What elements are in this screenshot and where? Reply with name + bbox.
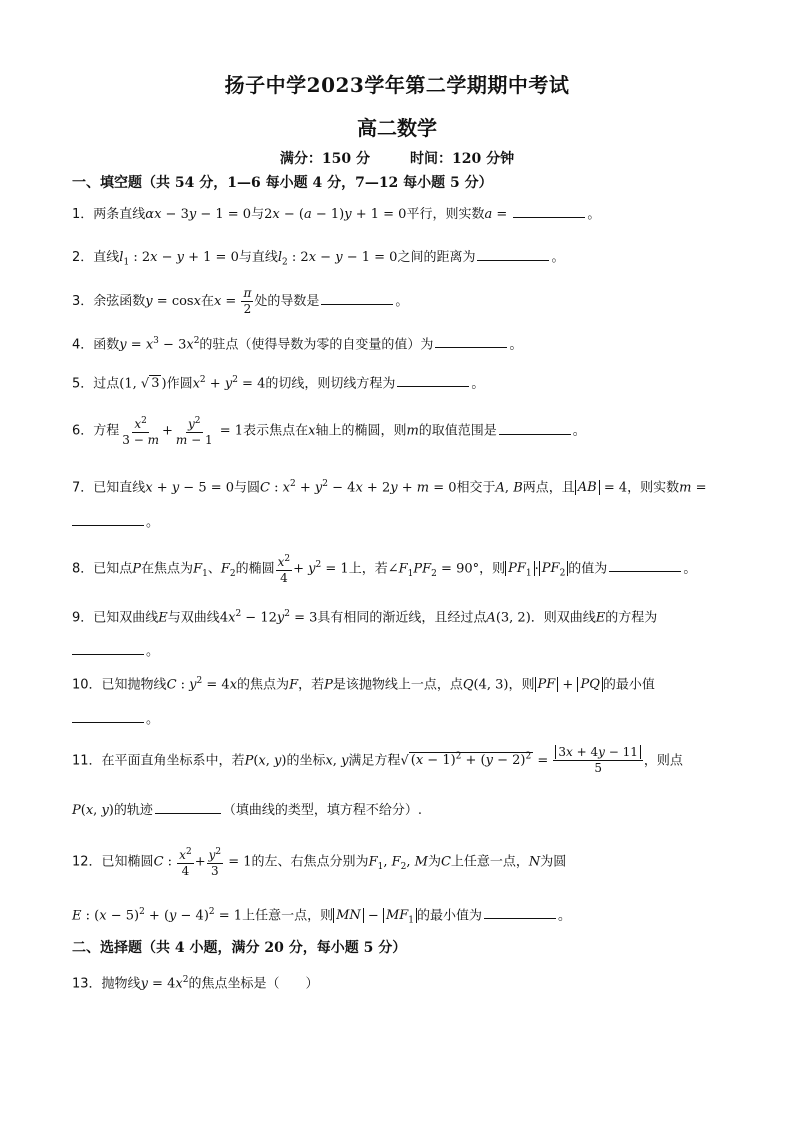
question-9: 9．已知双曲线E与双曲线$4x^2 - 12y^2 = 3$具有相同的渐近线，且经过点A(3, 2)．则双曲线E的方程为 (72, 609, 658, 626)
answer-blank[interactable] (155, 799, 221, 814)
answer-blank[interactable] (72, 511, 144, 526)
question-9-answer-line: 。 (72, 640, 159, 662)
answer-blank[interactable] (72, 708, 144, 723)
question-12: 12．已知椭圆C : $\frac{x^2}{4}$ + $\frac{y^2}{3}$ = 1的左、右焦点分别为$F_1$, $F_2$, M为C上任意一点，N为圆 (72, 847, 567, 878)
answer-blank[interactable] (435, 333, 507, 348)
answer-blank[interactable] (513, 203, 585, 218)
fraction: $\frac{x^2}{3 - m}$ (122, 416, 160, 447)
fraction: $\frac{\pi}{2}$ (243, 286, 252, 316)
fraction: $\frac{3x + 4y - 11}{5}$ (553, 745, 642, 776)
question-10: 10．已知抛物线C : $y^2 = 4x$的焦点为F，若P是该抛物线上一点，点Q(4, 3)，则 PF + PQ 的最小值 (72, 676, 655, 693)
answer-blank[interactable] (499, 420, 571, 435)
exam-title: 扬子中学2023学年第二学期期中考试 (224, 73, 570, 97)
subject-title: 高二数学 (357, 116, 437, 140)
question-7: 7．已知直线x + y − 5 = 0与圆C : $x^2 + y^2 - 4x + 2y + m = 0$相交于A, B两点，且 AB = 4，则实数m = (72, 479, 707, 496)
section-fill-in: 一、填空题（共 54 分，1—6 每小题 4 分，7—12 每小题 5 分） (72, 175, 493, 191)
question-1: 1．两条直线αx − 3y − 1 = 0与2x − (a − 1)y + 1 = 0平行，则实数a = 。 (72, 203, 600, 225)
section-multiple-choice: 二、选择题（共 4 小题，满分 20 分，每小题 5 分） (72, 940, 407, 956)
answer-blank[interactable] (609, 557, 681, 572)
question-6: 6．方程 $\frac{x^2}{3 - m}$ + $\frac{y^2}{m - 1}$ = 1表示焦点在x轴上的椭圆，则m的取值范围是 。 (72, 416, 586, 447)
question-10-answer-line: 。 (72, 708, 159, 730)
answer-blank[interactable] (477, 246, 549, 261)
question-7-answer-line: 。 (72, 511, 159, 533)
answer-blank[interactable] (484, 904, 556, 919)
fraction: $\frac{y^2}{3}$ (208, 847, 222, 878)
question-2: 2．直线$l_1$ : 2x − y + 1 = 0与直线$l_2$ : 2x − y − 1 = 0之间的距离为 。 (72, 246, 564, 273)
question-11: 11．在平面直角坐标系中，若P(x, y)的坐标x, y满足方程√ $(x - 1)^2 + (y - 2)^2$ = $\frac{3x + 4y - 11}{5}$ ，则点 (72, 745, 683, 776)
question-4: 4．函数$y = x^3 - 3x^2$的驻点（使得导数为零的自变量的值）为 。 (72, 331, 522, 355)
full-score: 满分：150 分 (279, 151, 370, 167)
answer-blank[interactable] (321, 290, 393, 305)
question-11-answer-line: P(x, y)的轨迹 （填曲线的类型，填方程不给分）. (72, 799, 422, 821)
fraction: $\frac{x^2}{4}$ (277, 553, 291, 585)
answer-blank[interactable] (72, 640, 144, 655)
exam-info (0, 148, 794, 168)
answer-blank[interactable] (397, 372, 469, 387)
fraction: $\frac{y^2}{m - 1}$ (175, 416, 213, 447)
fraction: $\frac{x^2}{4}$ (179, 847, 192, 878)
question-13: 13．抛物线$y = 4x^2$的焦点坐标是（ ） (72, 975, 319, 992)
question-3: 3．余弦函数y = cosx在x = $\frac{\pi}{2}$ 处的导数是 。 (72, 286, 409, 316)
question-5: 5．过点(1, √ 3 )作圆$x^2 + y^2 = 4$的切线，则切线方程为 。 (72, 370, 484, 394)
question-8: 8．已知点P在焦点为$F_1$、$F_2$的椭圆 $\frac{x^2}{4}$ + $y^2 = 1$上，若$\angle F_1PF_2 = 90^\circ$，则 $PF_1 \cdot PF_2$ 的值为 。 (72, 553, 697, 585)
question-12-line-2: E : $(x - 5)^2 + (y - 4)^2 = 1$上任意一点，则 MN − $MF_1$ 的最小值为 。 (72, 902, 571, 931)
exam-time: 时间：120 分钟 (410, 151, 515, 167)
